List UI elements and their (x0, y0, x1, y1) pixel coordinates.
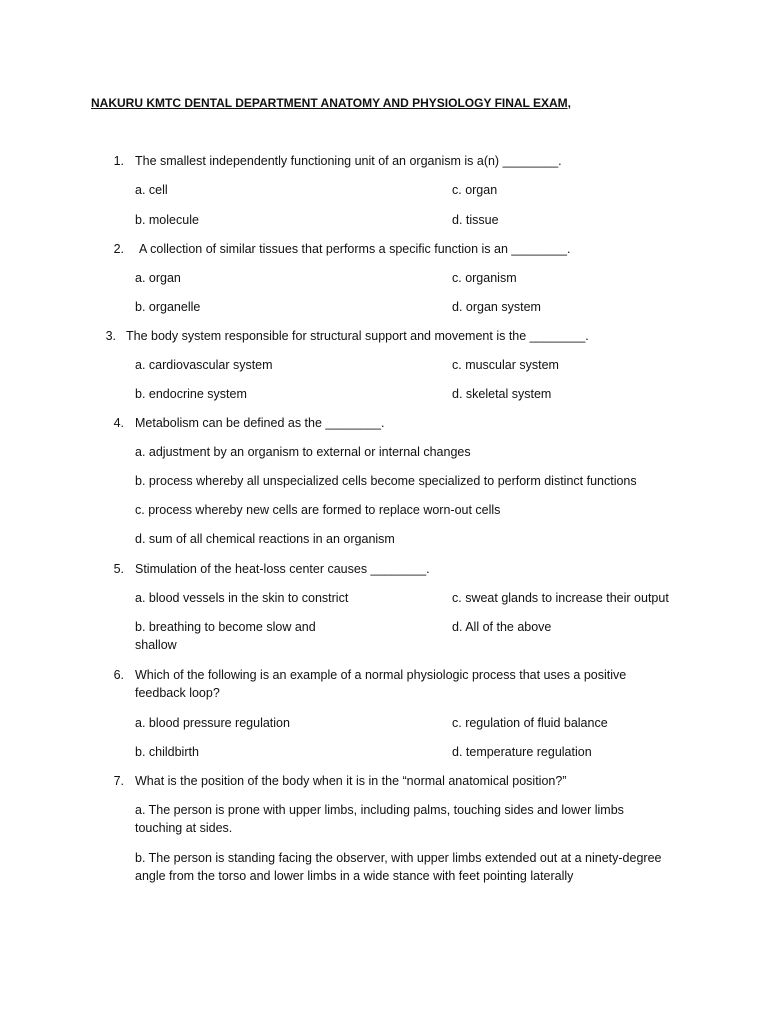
option-c: c. regulation of fluid balance (452, 716, 608, 730)
option-c: c. sweat glands to increase their output (452, 591, 669, 605)
option-a: a. cardiovascular system (135, 358, 273, 372)
option-a: a. The person is prone with upper limbs, including palms, touching sides and lower limbs touching at sides. (135, 803, 624, 835)
question-text: Stimulation of the heat-loss center causes ________. (135, 562, 430, 576)
option-b: b. endocrine system (135, 387, 247, 401)
option-d: d. organ system (452, 300, 541, 314)
question-number: 5. (113, 562, 124, 576)
option-a: a. organ (135, 271, 181, 285)
question-text: The smallest independently functioning unit of an organism is a(n) ________. (135, 154, 562, 168)
option-b: b. The person is standing facing the observer, with upper limbs extended out at a ninety-degree angle from the torso and lower limbs in a wide stance with feet pointing laterally (135, 851, 662, 883)
option-c: c. organ (452, 183, 498, 197)
option-b: b. molecule (135, 213, 199, 227)
question-number: 6. (113, 668, 124, 682)
question-text: Metabolism can be defined as the ________. (135, 416, 385, 430)
option-b: b. organelle (135, 300, 201, 314)
question-number: 2. (113, 242, 124, 256)
option-d: d. tissue (452, 213, 499, 227)
question-text: Which of the following is an example of a normal physiologic process that uses a positive feedback loop? (135, 668, 627, 700)
question-number: 7. (113, 774, 124, 788)
question-text: What is the position of the body when it is in the “normal anatomical position?” (135, 774, 567, 788)
option-a: a. cell (135, 183, 168, 197)
question-text: The body system responsible for structural support and movement is the ________. (126, 329, 589, 343)
option-c: c. process whereby new cells are formed to replace worn-out cells (135, 503, 501, 517)
option-d: d. sum of all chemical reactions in an organism (135, 532, 395, 546)
option-d: d. temperature regulation (452, 745, 592, 759)
option-b: b. process whereby all unspecialized cells become specialized to perform distinct functions (135, 474, 637, 488)
exam-title: NAKURU KMTC DENTAL DEPARTMENT ANATOMY AND PHYSIOLOGY FINAL EXAM, (91, 96, 572, 110)
question-text: A collection of similar tissues that performs a specific function is an ________. (139, 242, 571, 256)
option-b: b. breathing to become slow and shallow (135, 620, 316, 652)
option-a: a. blood pressure regulation (135, 716, 290, 730)
question-number: 4. (113, 416, 124, 430)
option-d: d. All of the above (452, 620, 552, 634)
option-d: d. skeletal system (452, 387, 552, 401)
question-number: 3. (105, 329, 116, 343)
option-a: a. adjustment by an organism to external or internal changes (135, 445, 471, 459)
option-b: b. childbirth (135, 745, 199, 759)
option-c: c. organism (452, 271, 517, 285)
option-c: c. muscular system (452, 358, 559, 372)
option-a: a. blood vessels in the skin to constrict (135, 591, 349, 605)
question-number: 1. (113, 154, 124, 168)
